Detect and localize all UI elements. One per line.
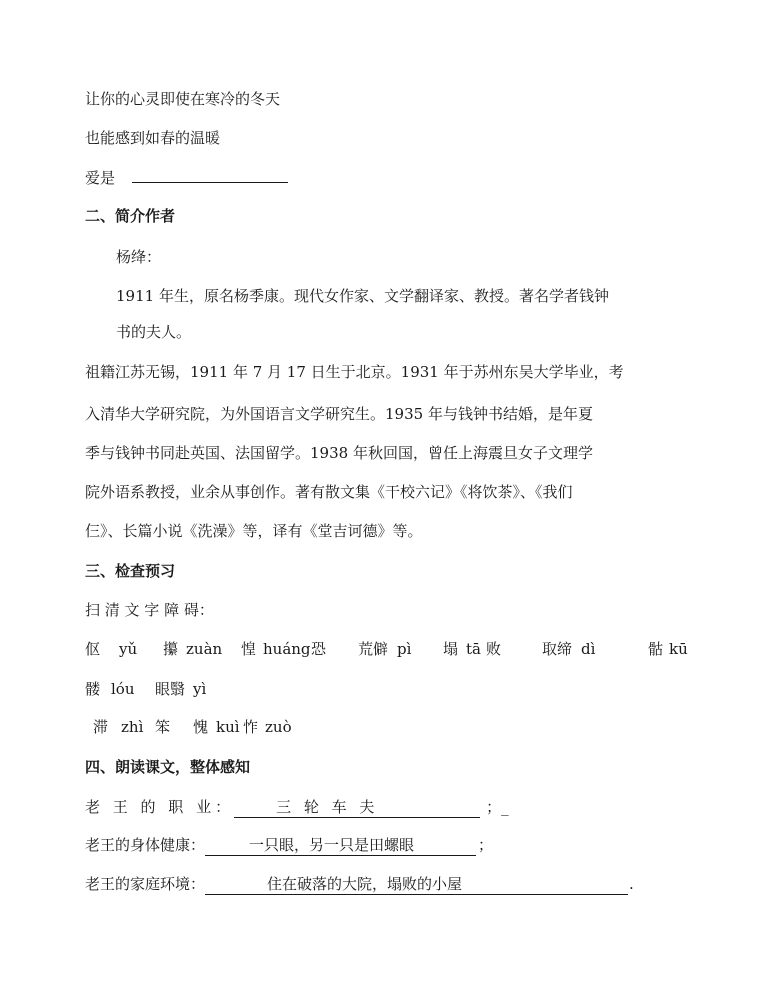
job-answer: 三 轮 车 夫 [276, 798, 379, 816]
vocab-word: 髅 [85, 680, 101, 698]
clear-obstacles-label: 扫 清 文 字 障 碍： [85, 601, 214, 619]
vocab-pinyin: huáng [263, 640, 311, 658]
vocab-pinyin: zhì [121, 718, 144, 736]
poem-line-3-prefix: 爱是 [85, 169, 116, 187]
job-row [85, 797, 509, 818]
poem-line-2: 也能感到如春的温暖 [85, 129, 221, 147]
vocab-pinyin: kū [669, 640, 688, 658]
vocab-pinyin: zuàn [186, 640, 223, 658]
family-end: . [629, 875, 634, 893]
author-bio-4: 院外语系教授，业余从事创作。著有散文集《干校六记》《将饮茶》、《我们 [85, 483, 573, 501]
vocab-word: 取缔 [542, 640, 573, 658]
vocab-pinyin: yǔ [119, 640, 138, 658]
poem-line-1: 让你的心灵即使在寒冷的冬天 [85, 90, 281, 108]
vocab-word: 惶 [241, 640, 257, 658]
job-label: 老 王 的 职 业： [85, 798, 235, 816]
author-intro-b: 书的夫人。 [116, 323, 192, 341]
vocab-word: 荒僻 [358, 640, 389, 658]
vocab-word-suffix: 恐 [311, 640, 327, 658]
vocab-pinyin: yì [193, 680, 207, 698]
vocab-word: 滞 [93, 718, 109, 736]
vocab-pinyin: tā [466, 640, 481, 658]
family-answer: 住在破落的大院，塌败的小屋 [267, 875, 463, 893]
author-bio-2: 入清华大学研究院，为外国语言文学研究生。1935 年与钱钟书结婚，是年夏 [85, 405, 593, 423]
vocab-word-suffix: 笨 [155, 718, 171, 736]
vocab-pinyin: pì [397, 640, 412, 658]
vocab-word: 攥 [163, 640, 179, 658]
family-answer-field [205, 874, 628, 895]
health-answer-field [205, 835, 476, 856]
family-label: 老王的家庭环境： [85, 875, 206, 893]
health-end: ； [478, 836, 494, 854]
author-name: 杨绛： [116, 248, 162, 266]
answer-blank [132, 168, 288, 183]
vocab-word: 愧 [193, 718, 209, 736]
health-row [85, 835, 493, 856]
vocab-word: 塌 [443, 640, 459, 658]
vocab-pinyin: dì [581, 640, 596, 658]
author-intro-a: 1911 年生，原名杨季康。现代女作家、文学翻译家、教授。著名学者钱钟 [116, 287, 609, 305]
vocab-pinyin: kuì [216, 718, 240, 736]
health-label: 老王的身体健康： [85, 836, 206, 854]
author-bio-3: 季与钱钟书同赴英国、法国留学。1938 年秋回国，曾任上海震旦女子文理学 [85, 444, 593, 462]
job-answer-field [234, 797, 480, 818]
vocab-pinyin: lóu [111, 680, 135, 698]
family-row [85, 874, 634, 895]
vocab-pinyin: zuò [265, 718, 292, 736]
poem-line-3 [85, 168, 288, 188]
vocab-word: 怍 [243, 718, 259, 736]
section-2-heading: 二、简介作者 [85, 207, 176, 225]
vocab-word: 眼翳 [155, 680, 186, 698]
vocab-word: 骷 [648, 640, 664, 658]
author-bio-1: 祖籍江苏无锡，1911 年 7 月 17 日生于北京。1931 年于苏州东吴大学毕业，考 [85, 363, 624, 381]
section-4-heading: 四、朗读课文，整体感知 [85, 758, 251, 776]
vocab-word-suffix: 败 [486, 640, 502, 658]
vocab-word: 伛 [85, 640, 101, 658]
author-bio-5: 仨》、长篇小说《洗澡》等，译有《堂吉诃德》等。 [85, 522, 423, 540]
section-3-heading: 三、检查预习 [85, 562, 176, 580]
job-end: ；_ [486, 798, 509, 816]
health-answer: 一只眼，另一只是田螺眼 [249, 836, 415, 854]
